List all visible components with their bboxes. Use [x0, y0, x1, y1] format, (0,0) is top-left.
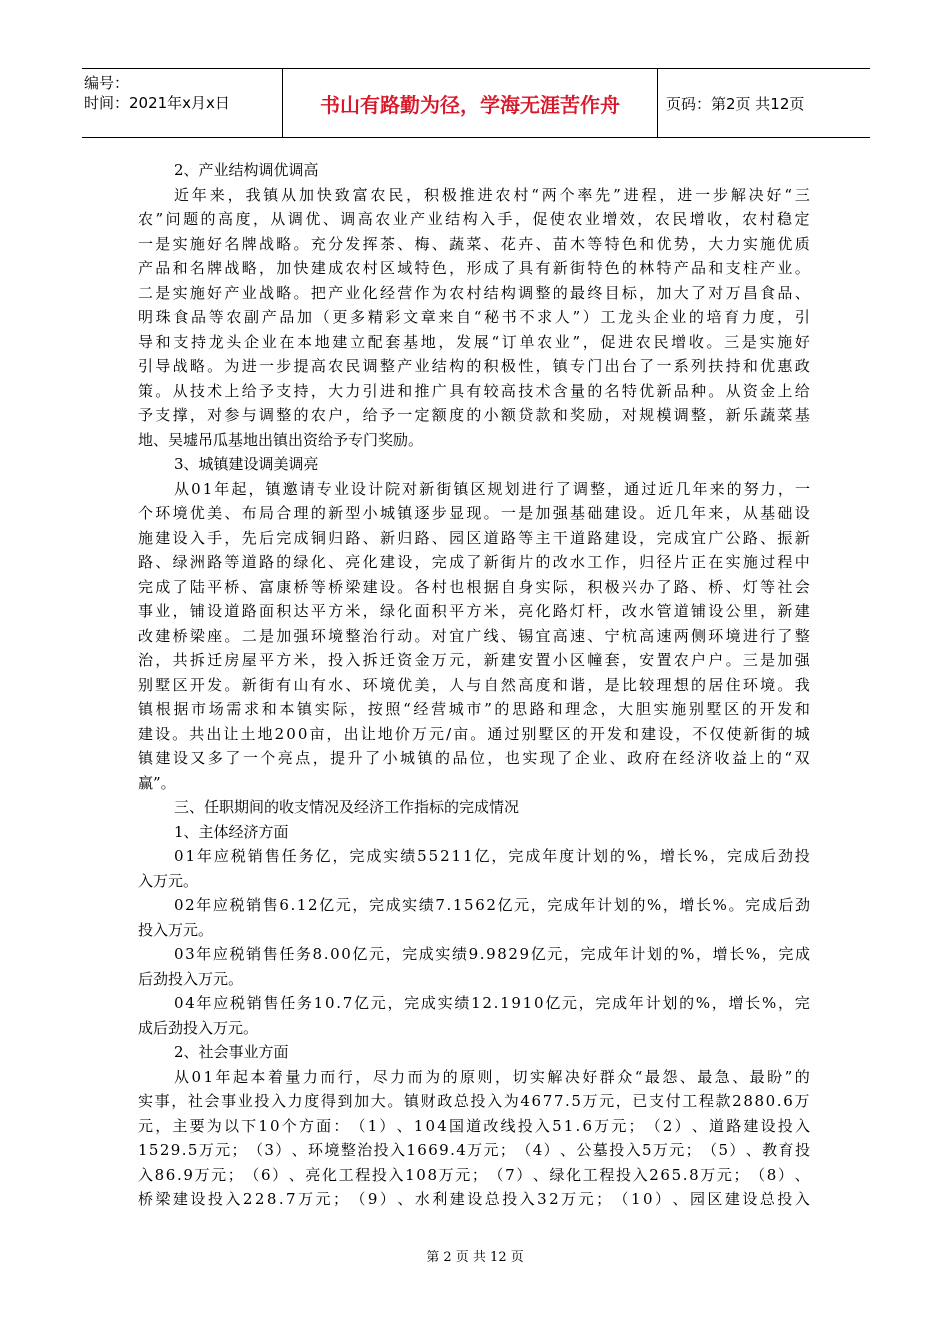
text-line: 后劲投入万元。: [138, 969, 244, 988]
text-line: 完 成 了 陆 平 桥 、 富 康 桥 等 桥 梁 建 设 。 各 村 也 根 据 自 身 实 际 ， 积 极 兴 办 了 路 、 桥 、 灯 等 社 会: [138, 577, 810, 596]
text-line: 投入万元。: [138, 920, 214, 939]
text-line: 农 ” 问 题 的 高 度 ， 从 调 优 、 调 高 农 业 产 业 结 构 入 手 ， 促 使 农 业 增 效 ， 农 民 增 收 ， 农 村 稳 定: [138, 210, 810, 228]
text-line: 入 8 6 . 9 万 元 ； （ 6 ） 、 亮 化 工 程 投 入 1 0 8 万 元 ； （ 7 ） 、 绿 化 工 程 投 入 2 6 5 . 8 万 元 ； （ 8 ） 、: [138, 1165, 810, 1184]
text-line: 地、吴墟吊瓜基地出镇出资给予专门奖励。: [138, 430, 424, 449]
text-line: 改 建 桥 梁 座 。 二 是 加 强 环 境 整 治 行 动 。 对 宜 广 线 、 锡 宜 高 速 、 宁 杭 高 速 两 侧 环 境 进 行 了 整: [138, 626, 810, 645]
text-line: 策 。 从 技 术 上 给 予 支 持 ， 大 力 引 进 和 推 广 具 有 较 高 技 术 含 量 的 名 特 优 新 品 种 。 从 资 金 上 给: [138, 381, 810, 400]
text-line: 0 1 年 应 税 销 售 任 务 亿 ， 完 成 实 绩 5 5 2 1 1 亿 ， 完 成 年 度 计 划 的 % ， 增 长 % ， 完 成 后 劲 投: [174, 847, 810, 865]
header-meta: [82, 69, 282, 137]
text-line: 别 墅 区 开 发 。 新 街 有 山 有 水 、 环 境 优 美 ， 人 与 自 然 高 度 和 谐 ， 是 比 较 理 想 的 居 住 环 境 。 我: [138, 675, 810, 694]
text-line: 实 事 ， 社 会 事 业 投 入 力 度 得 到 加 大 。 镇 财 政 总 投 入 为 4 6 7 7 . 5 万 元 ， 已 支 付 工 程 款 2 8 8 0 . 6 万: [138, 1092, 810, 1110]
text-line: 桥 梁 建 设 投 入 2 2 8 . 7 万 元 ； （ 9 ） 、 水 利 建 设 总 投 入 3 2 万 元 ； （ 1 0 ） 、 园 区 建 设 总 投 入: [138, 1190, 810, 1208]
text-line: 事 业 ， 铺 设 道 路 面 积 达 平 方 米 ， 绿 化 面 积 平 方 米 ， 亮 化 路 灯 杆 ， 改 水 管 道 铺 设 公 里 ， 新 建: [138, 602, 810, 620]
text-line: 明 珠 食 品 等 农 副 产 品 加 （ 更 多 精 彩 文 章 来 自 “ 秘 书 不 求 人 ” ） 工 龙 头 企 业 的 培 育 力 度 ， 引: [138, 308, 810, 326]
text-line: 入万元。: [138, 871, 199, 890]
page-footer: 第 2 页 共 12 页: [426, 1250, 524, 1265]
text-line: 从 0 1 年 起 ， 镇 邀 请 专 业 设 计 院 对 新 街 镇 区 规 划 进 行 了 调 整 ， 通 过 近 几 年 来 的 努 力 ， 一: [174, 479, 810, 498]
text-line: 1 5 2 9 . 5 万 元 ； （ 3 ） 、 环 境 整 治 投 入 1 6 6 9 . 4 万 元 ； （ 4 ） 、 公 墓 投 入 5 万 元 ； （ 5 ） 、 教 育 投: [138, 1141, 810, 1159]
text-line: 3、城镇建设调美调亮: [174, 455, 319, 473]
text-line: 予 支 撑 ， 对 参 与 调 整 的 农 户 ， 给 予 一 定 额 度 的 小 额 贷 款 和 奖 励 ， 对 规 模 调 整 ， 新 乐 蔬 菜 基: [138, 406, 810, 424]
text-line: 0 3 年 应 税 销 售 任 务 8 . 0 0 亿 元 ， 完 成 实 绩 9 . 9 8 2 9 亿 元 ， 完 成 年 计 划 的 % ， 增 长 % ， 完 成: [174, 945, 810, 963]
text-line: 引 导 战 略 。 为 进 一 步 提 高 农 民 调 整 产 业 结 构 的 积 极 性 ， 镇 专 门 出 台 了 一 系 列 扶 持 和 优 惠 政: [138, 357, 810, 375]
text-line: 镇 根 据 市 场 需 求 和 本 镇 实 际 ， 按 照 “ 经 营 城 市 ” 的 思 路 和 理 念 ， 大 胆 实 施 别 墅 区 的 开 发 和: [138, 700, 810, 718]
text-line: 个 环 境 优 美 、 布 局 合 理 的 新 型 小 城 镇 逐 步 显 现 。 一 是 加 强 基 础 建 设 。 近 几 年 来 ， 从 基 础 设: [138, 504, 810, 522]
text-line: 产 品 和 名 牌 战 略 ， 加 快 建 成 农 村 区 域 特 色 ， 形 成 了 具 有 新 街 特 色 的 林 特 产 品 和 支 柱 产 业 。: [138, 259, 810, 277]
text-line: 三、任职期间的收支情况及经济工作指标的完成情况: [174, 798, 520, 816]
text-line: 赢”。: [138, 773, 176, 792]
text-line: 二 是 实 施 好 产 业 战 略 。 把 产 业 化 经 营 作 为 农 村 结 构 调 整 的 最 终 目 标 ， 加 大 了 对 万 昌 食 品 、: [138, 283, 810, 302]
text-line: 导 和 支 持 龙 头 企 业 在 本 地 建 立 配 套 基 地 ， 发 展 “ 订 单 农 业 ” ， 促 进 农 民 增 收 。 三 是 实 施 好: [138, 332, 810, 351]
text-line: 近 年 来 ， 我 镇 从 加 快 致 富 农 民 ， 积 极 推 进 农 村 “ 两 个 率 先 ” 进 程 ， 进 一 步 解 决 好 “ 三: [174, 185, 810, 204]
text-line: 治 ， 共 拆 迁 房 屋 平 方 米 ， 投 入 拆 迁 资 金 万 元 ， 新 建 安 置 小 区 幢 套 ， 安 置 农 户 户 。 三 是 加 强: [138, 651, 810, 669]
text-line: 从 0 1 年 起 本 着 量 力 而 行 ， 尽 力 而 为 的 原 则 ， 切 实 解 决 好 群 众 “ 最 怨 、 最 急 、 最 盼 ” 的: [174, 1067, 810, 1086]
header-motto: 书山有路勤为径，学海无涯苦作舟: [282, 69, 658, 137]
text-line: 建 设 。 共 出 让 土 地 2 0 0 亩 ， 出 让 地 价 万 元 / 亩 。 通 过 别 墅 区 的 开 发 和 建 设 ， 不 仅 使 新 街 的 城: [138, 724, 810, 743]
page-header: [82, 68, 870, 138]
text-line: 0 2 年 应 税 销 售 6 . 1 2 亿 元 ， 完 成 实 绩 7 . 1 5 6 2 亿 元 ， 完 成 年 计 划 的 % ， 增 长 % 。 完 成 后 劲: [174, 896, 810, 914]
text-line: 元 ， 主 要 为 以 下 1 0 个 方 面 ： （ 1 ） 、 1 0 4 国 道 改 线 投 入 5 1 . 6 万 元 ； （ 2 ） 、 道 路 建 设 投 入: [138, 1116, 810, 1135]
document-date: 时间：2021年x月x日: [84, 94, 230, 112]
text-line: 2、产业结构调优调高: [174, 161, 319, 179]
document-body: [138, 158, 810, 1212]
text-line: 2、社会事业方面: [174, 1043, 289, 1061]
text-line: 0 4 年 应 税 销 售 任 务 1 0 . 7 亿 元 ， 完 成 实 绩 1 2 . 1 9 1 0 亿 元 ， 完 成 年 计 划 的 % ， 增 长 % ， 完: [174, 994, 810, 1012]
text-line: 一 是 实 施 好 名 牌 战 略 。 充 分 发 挥 茶 、 梅 、 蔬 菜 、 花 卉 、 苗 木 等 特 色 和 优 势 ， 大 力 实 施 优 质: [138, 234, 810, 253]
header-page-info: 页码：第2页 共12页: [666, 94, 805, 113]
text-line: 成后劲投入万元。: [138, 1018, 259, 1037]
document-number: 编号：: [84, 74, 130, 92]
text-line: 镇 建 设 又 多 了 一 个 亮 点 ， 提 升 了 小 城 镇 的 品 位 ， 也 实 现 了 企 业 、 政 府 在 经 济 收 益 上 的 “ 双: [138, 749, 810, 767]
text-line: 路 、 绿 洲 路 等 道 路 的 绿 化 、 亮 化 建 设 ， 完 成 了 新 街 片 的 改 水 工 作 ， 归 径 片 正 在 实 施 过 程 中: [138, 553, 810, 571]
text-line: 施 建 设 入 手 ， 先 后 完 成 铜 归 路 、 新 归 路 、 园 区 道 路 等 主 干 道 路 建 设 ， 完 成 宜 广 公 路 、 振 新: [138, 528, 810, 547]
text-line: 1、主体经济方面: [174, 822, 289, 841]
